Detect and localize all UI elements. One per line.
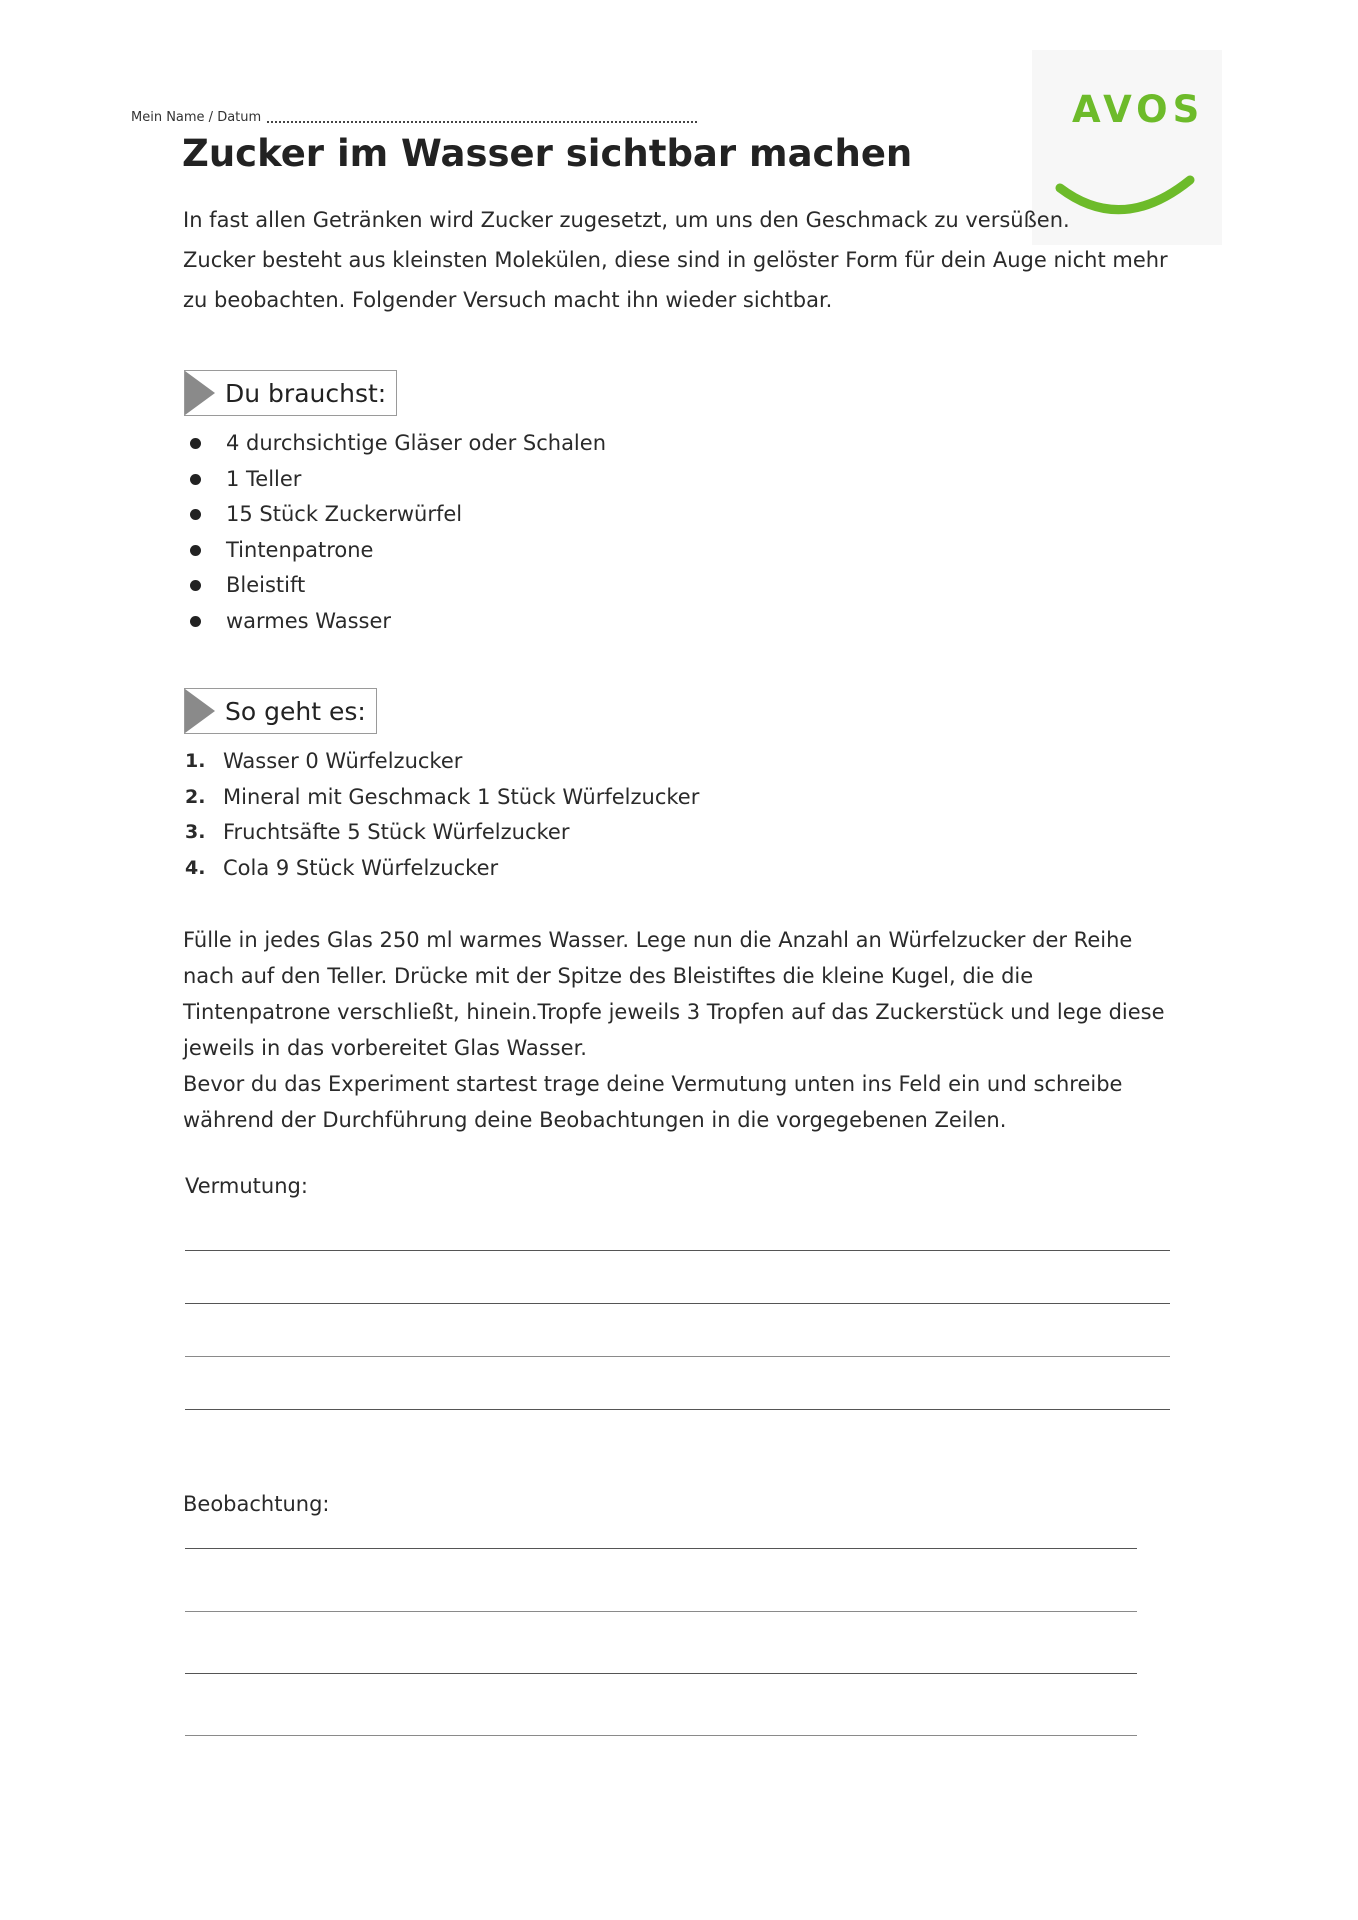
step-item	[185, 815, 699, 851]
observation-writing-line[interactable]	[185, 1673, 1137, 1674]
triangle-arrow-icon	[185, 371, 215, 415]
step-text: Fruchtsäfte 5 Stück Würfelzucker	[223, 820, 570, 844]
step-number: 1.	[185, 750, 206, 772]
name-date-label: Mein Name / Datum	[131, 110, 262, 125]
bullet-icon	[190, 509, 201, 520]
step-number: 4.	[185, 856, 206, 879]
hypothesis-writing-line[interactable]	[185, 1250, 1170, 1251]
list-item-text: Tintenpatrone	[226, 537, 374, 562]
intro-paragraph: Zucker besteht aus kleinsten Molekülen, diese sind in gelöster Form für dein Auge nicht mehr zu beobachten. Folgender Versuch macht ihn wieder sichtbar.	[183, 248, 1168, 312]
step-number: 3.	[185, 821, 206, 843]
list-item	[190, 462, 606, 498]
list-item	[190, 604, 606, 640]
list-item-text: warmes Wasser	[226, 608, 392, 633]
hypothesis-writing-line[interactable]	[185, 1409, 1170, 1410]
materials-heading-box	[184, 370, 397, 416]
bullet-icon	[190, 438, 201, 449]
triangle-arrow-icon	[185, 689, 215, 733]
observation-label: Beobachtung:	[183, 1492, 330, 1516]
name-date-dotted-line	[267, 121, 697, 123]
hypothesis-writing-line[interactable]	[185, 1356, 1170, 1357]
materials-list	[190, 426, 606, 639]
instructions-paragraph: Bevor du das Experiment startest trage deine Vermutung unten ins Feld ein und schreibe während der Durchführung deine Beobachtungen in die vorgegebenen Zeilen.	[183, 1072, 1123, 1132]
procedure-heading: So geht es:	[225, 696, 366, 726]
bullet-icon	[190, 616, 201, 627]
instructions-text	[183, 922, 1173, 1138]
observation-writing-line[interactable]	[185, 1548, 1137, 1549]
bullet-icon	[190, 545, 201, 556]
page-title: Zucker im Wasser sichtbar machen	[182, 132, 913, 175]
procedure-steps	[185, 744, 699, 886]
step-item	[185, 851, 699, 887]
list-item-text: 15 Stück Zuckerwürfel	[226, 502, 463, 526]
step-text: Cola 9 Stück Würfelzucker	[223, 855, 499, 880]
step-item	[185, 744, 699, 780]
intro-paragraph: In fast allen Getränken wird Zucker zugesetzt, um uns den Geschmack zu versüßen.	[183, 208, 1070, 232]
list-item	[190, 568, 606, 604]
list-item-text: Bleistift	[226, 573, 306, 597]
step-item	[185, 780, 699, 816]
materials-heading: Du brauchst:	[225, 378, 387, 408]
step-text: Wasser 0 Würfelzucker	[223, 749, 463, 773]
hypothesis-writing-line[interactable]	[185, 1303, 1170, 1304]
list-item-text: 1 Teller	[226, 466, 302, 491]
step-text: Mineral mit Geschmack 1 Stück Würfelzucker	[223, 784, 700, 809]
procedure-heading-box	[184, 688, 377, 734]
list-item	[190, 497, 606, 533]
observation-writing-line[interactable]	[185, 1611, 1137, 1612]
list-item	[190, 426, 606, 462]
list-item	[190, 533, 606, 569]
bullet-icon	[190, 474, 201, 485]
bullet-icon	[190, 580, 201, 591]
list-item-text: 4 durchsichtige Gläser oder Schalen	[226, 431, 606, 455]
hypothesis-label: Vermutung:	[185, 1174, 308, 1198]
observation-writing-line[interactable]	[185, 1735, 1137, 1736]
instructions-paragraph: Fülle in jedes Glas 250 ml warmes Wasser. Lege nun die Anzahl an Würfelzucker der Reihe nach auf den Teller. Drücke mit der Spitze des Bleistiftes die kleine Kugel, die die Tintenpatrone verschließt, hinein.Tropfe jeweils 3 Tropfen auf das Zuckerstück und lege diese jeweils in das vorbereitet Glas Wasser.	[183, 928, 1165, 1060]
intro-text	[183, 200, 1173, 320]
name-date-field[interactable]	[131, 110, 697, 125]
logo-text: AVOS	[1072, 88, 1205, 131]
step-number: 2.	[185, 785, 206, 808]
